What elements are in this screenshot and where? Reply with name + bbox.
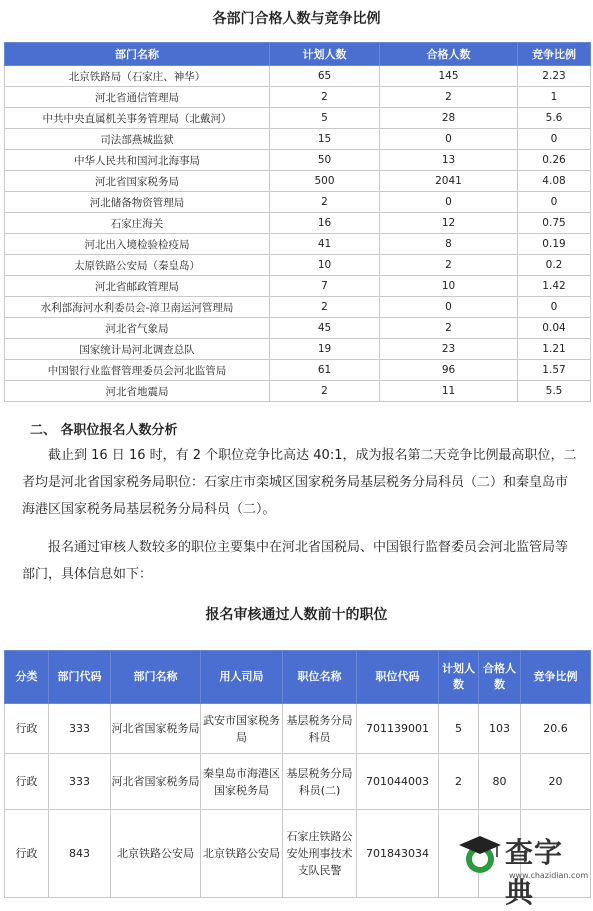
column-header: 竞争比例 — [518, 43, 591, 66]
table-row — [5, 276, 591, 297]
table-cell: 武安市国家税务局 — [201, 704, 283, 754]
table-cell: 0.04 — [518, 318, 591, 339]
table-cell: 秦皇岛市海港区国家税务局 — [201, 754, 283, 810]
table-cell: 701044003 — [357, 754, 439, 810]
table-cell: 0 — [380, 192, 518, 213]
table-cell: 2 — [380, 255, 518, 276]
table-cell: 石家庄海关 — [5, 213, 270, 234]
table-cell: 0 — [380, 129, 518, 150]
table-cell: 2 — [270, 87, 380, 108]
table-cell: 28 — [380, 108, 518, 129]
table-cell: 河北省通信管理局 — [5, 87, 270, 108]
table-cell: 水利部海河水利委员会-漳卫南运河管理局 — [5, 297, 270, 318]
table-row — [5, 150, 591, 171]
table-cell: 145 — [380, 66, 518, 87]
table-cell: 701843034 — [357, 810, 439, 898]
table-cell: 2 — [380, 87, 518, 108]
table-cell: 河北省地震局 — [5, 381, 270, 402]
table-cell: 7 — [270, 276, 380, 297]
table-cell: 5 — [270, 108, 380, 129]
table-cell: 0 — [380, 297, 518, 318]
table-row — [5, 360, 591, 381]
table-cell: 中国银行业监督管理委员会河北监管局 — [5, 360, 270, 381]
table-cell: 河北省国家税务局 — [5, 171, 270, 192]
column-header: 合格人数 — [479, 651, 521, 704]
column-header: 部门代码 — [49, 651, 111, 704]
table-cell: 0 — [518, 297, 591, 318]
table-cell: 石家庄铁路公安处刑事技术支队民警 — [283, 810, 357, 898]
table-cell: 8 — [380, 234, 518, 255]
table-cell: 19 — [270, 339, 380, 360]
table-cell: 41 — [270, 234, 380, 255]
table-cell: 1.57 — [518, 360, 591, 381]
table-row — [5, 129, 591, 150]
table-cell: 11 — [380, 381, 518, 402]
table-title: 报名审核通过人数前十的职位 — [205, 607, 388, 623]
department-pass-ratio-table — [4, 42, 591, 402]
table-cell: 61 — [270, 360, 380, 381]
table-cell: 0.26 — [518, 150, 591, 171]
table-cell: 15 — [270, 129, 380, 150]
table-row — [5, 704, 591, 754]
table-cell: 5.5 — [518, 381, 591, 402]
column-header: 职位名称 — [283, 651, 357, 704]
table-cell: 0 — [518, 192, 591, 213]
table-cell: 中共中央直属机关事务管理局（北戴河） — [5, 108, 270, 129]
table-cell: 国家统计局河北调查总队 — [5, 339, 270, 360]
table-cell: 2 — [380, 318, 518, 339]
table-row — [5, 87, 591, 108]
table-cell: 500 — [270, 171, 380, 192]
table-cell: 0.2 — [518, 255, 591, 276]
table-row — [5, 318, 591, 339]
column-header: 计划人数 — [270, 43, 380, 66]
table-row — [5, 381, 591, 402]
table-row — [5, 171, 591, 192]
table-cell: 23 — [380, 339, 518, 360]
table-row — [5, 297, 591, 318]
section-heading: 二、 各职位报名人数分析 — [30, 423, 178, 438]
table-row — [5, 339, 591, 360]
table-cell: 96 — [380, 360, 518, 381]
table-cell: 北京铁路公安局 — [201, 810, 283, 898]
table-cell: 4.08 — [518, 171, 591, 192]
table-cell: 河北省邮政管理局 — [5, 276, 270, 297]
table-cell: 河北储备物资管理局 — [5, 192, 270, 213]
table-row — [5, 213, 591, 234]
table-cell: 843 — [49, 810, 111, 898]
table-cell: 13 — [380, 150, 518, 171]
table-cell: 河北出入境检验检疫局 — [5, 234, 270, 255]
table-cell: 50 — [270, 150, 380, 171]
column-header: 合格人数 — [380, 43, 518, 66]
table-row — [5, 255, 591, 276]
table-cell: 河北省国家税务局 — [111, 704, 201, 754]
table-cell: 行政 — [5, 810, 49, 898]
table-cell: 20.6 — [521, 704, 591, 754]
table-cell: 103 — [479, 704, 521, 754]
watermark-name: 查字典 — [505, 836, 564, 909]
table-row — [5, 754, 591, 810]
table-cell: 河北省国家税务局 — [111, 754, 201, 810]
table-cell: 行政 — [5, 754, 49, 810]
table-cell: 701139001 — [357, 704, 439, 754]
table-cell: 10 — [270, 255, 380, 276]
table-row — [5, 234, 591, 255]
table-cell: 2041 — [380, 171, 518, 192]
table-cell: 基层税务分局科员 — [283, 704, 357, 754]
table-cell: 2 — [439, 754, 479, 810]
column-header: 部门名称 — [111, 651, 201, 704]
table-cell: 12 — [380, 213, 518, 234]
table-cell: 20 — [521, 754, 591, 810]
table-cell: 太原铁路公安局（秦皇岛） — [5, 255, 270, 276]
column-header: 用人司局 — [201, 651, 283, 704]
table-cell: 北京铁路局（石家庄、神华） — [5, 66, 270, 87]
table-cell: 0.19 — [518, 234, 591, 255]
table-cell: 北京铁路公安局 — [111, 810, 201, 898]
table-row — [5, 66, 591, 87]
table-cell: 16 — [270, 213, 380, 234]
analysis-paragraph: 截止到 16 日 16 时，有 2 个职位竞争比高达 40:1，成为报名第二天竞争比例最高职位，二者均是河北省国家税务局职位：石家庄市栾城区国家税务局基层税务分局科员（二）和秦皇岛市海港区国家税务局基层税务分局科员（二）。 — [22, 448, 577, 517]
table-row — [5, 108, 591, 129]
table-cell: 5 — [439, 704, 479, 754]
table-cell: 333 — [49, 754, 111, 810]
table-cell: 5.6 — [518, 108, 591, 129]
table-cell: 2 — [270, 381, 380, 402]
table-cell: 1.21 — [518, 339, 591, 360]
column-header: 计划人数 — [439, 651, 479, 704]
table-cell: 45 — [270, 318, 380, 339]
table-cell: 0 — [518, 129, 591, 150]
table-cell: 2 — [270, 297, 380, 318]
table-cell: 基层税务分局科员(二) — [283, 754, 357, 810]
table-cell: 司法部燕城监狱 — [5, 129, 270, 150]
table-cell: 80 — [479, 754, 521, 810]
table-cell: 2.23 — [518, 66, 591, 87]
intro-paragraph: 报名通过审核人数较多的职位主要集中在河北省国税局、中国银行监督委员会河北监管局等部门，具体信息如下： — [22, 540, 569, 582]
column-header: 分类 — [5, 651, 49, 704]
table-cell: 河北省气象局 — [5, 318, 270, 339]
table-cell: 0.75 — [518, 213, 591, 234]
watermark — [457, 827, 589, 909]
watermark-url: www.chazidian.com — [509, 871, 589, 880]
table-cell: 65 — [270, 66, 380, 87]
table-cell: 2 — [270, 192, 380, 213]
table-cell: 333 — [49, 704, 111, 754]
column-header: 职位代码 — [357, 651, 439, 704]
page-title: 各部门合格人数与竞争比例 — [212, 11, 381, 27]
column-header: 竞争比例 — [521, 651, 591, 704]
column-header: 部门名称 — [5, 43, 270, 66]
table-cell: 1 — [518, 87, 591, 108]
table-cell: 中华人民共和国河北海事局 — [5, 150, 270, 171]
graduation-cap-icon — [457, 833, 503, 877]
table-row — [5, 192, 591, 213]
table-cell: 10 — [380, 276, 518, 297]
table-cell: 1.42 — [518, 276, 591, 297]
table-cell: 行政 — [5, 704, 49, 754]
